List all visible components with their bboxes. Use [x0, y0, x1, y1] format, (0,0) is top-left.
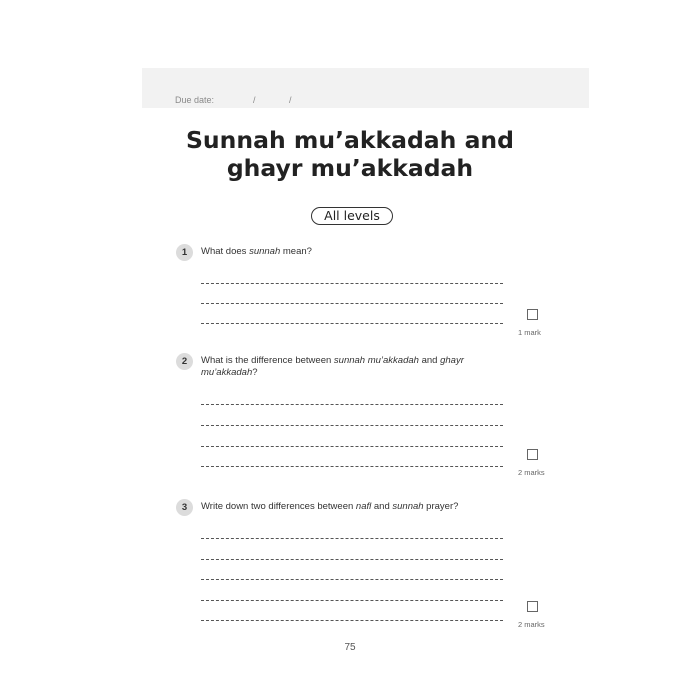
marks-label: 2 marks: [518, 620, 545, 629]
question-number: 2: [176, 353, 193, 370]
answer-line[interactable]: [201, 466, 503, 467]
mark-checkbox[interactable]: [527, 309, 538, 320]
question-text: [201, 246, 491, 258]
question-text-part: and: [371, 501, 393, 512]
answer-line[interactable]: [201, 404, 503, 405]
question-text-part: and: [418, 355, 441, 366]
due-date-slash: /: [289, 95, 292, 105]
question-text-part: Write down two differences between: [201, 501, 356, 512]
question-text: [201, 501, 491, 513]
page-number: 75: [344, 642, 356, 653]
answer-line[interactable]: [201, 283, 503, 284]
question-text-part: What is the difference between: [201, 355, 334, 366]
question-text-part: ?: [252, 367, 258, 378]
due-date-label: Due date:: [175, 95, 215, 105]
page-title: [0, 126, 700, 182]
answer-line[interactable]: [201, 579, 503, 580]
question-text-part: prayer?: [423, 501, 459, 512]
answer-line[interactable]: [201, 425, 503, 426]
level-badge: All levels: [311, 207, 393, 225]
question-text-part: What does: [201, 246, 250, 257]
question-text-italic: ghayr mu’akkadah: [201, 355, 464, 378]
answer-line[interactable]: [201, 600, 503, 601]
marks-label: 2 marks: [518, 468, 545, 477]
question-text-italic: nafl: [355, 501, 372, 512]
page-title-line2: ghayr mu’akkadah: [226, 154, 474, 182]
answer-line[interactable]: [201, 620, 503, 621]
answer-line[interactable]: [201, 559, 503, 560]
answer-line[interactable]: [201, 446, 503, 447]
question-number: 1: [176, 244, 193, 261]
marks-label: 1 mark: [518, 328, 541, 337]
answer-line[interactable]: [201, 538, 503, 539]
due-date-slash: /: [253, 95, 256, 105]
mark-checkbox[interactable]: [527, 601, 538, 612]
question-text: [201, 355, 486, 379]
question-text-italic: sunnah mu’akkadah: [333, 355, 419, 366]
mark-checkbox[interactable]: [527, 449, 538, 460]
question-text-italic: sunnah: [392, 501, 424, 512]
question-text-italic: sunnah: [249, 246, 281, 257]
answer-line[interactable]: [201, 303, 503, 304]
answer-line[interactable]: [201, 323, 503, 324]
page-title-line1: Sunnah mu’akkadah and: [185, 126, 514, 154]
question-text-part: mean?: [280, 246, 312, 257]
question-number: 3: [176, 499, 193, 516]
